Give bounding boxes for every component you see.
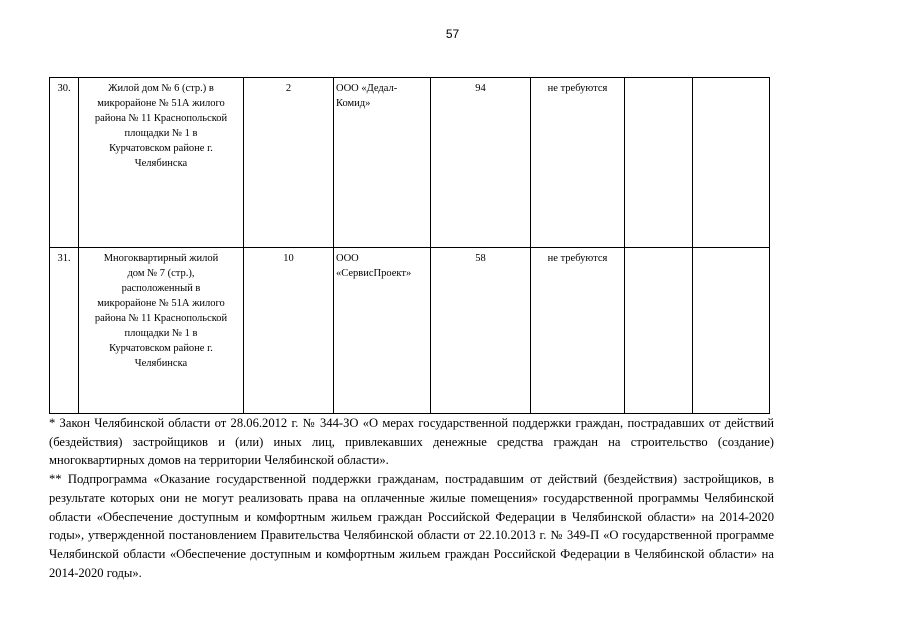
row-number: 31.: [50, 248, 79, 414]
object-name-line: площадки № 1 в: [124, 128, 198, 139]
developer-line: ООО: [336, 253, 359, 264]
page-number: 57: [445, 27, 460, 41]
table-row: [50, 248, 770, 414]
object-name-line: Курчатовском районе г.: [109, 143, 213, 154]
count-cell: 94: [431, 78, 531, 248]
object-name: [79, 248, 244, 414]
footnote-subprogram: ** Подпрограмма «Оказание государственной поддержки гражданам, пострадавшим от действий (бездействия) застройщиков, в результате которых они не могут реализовать права на оплаченные жилые помещения» государственной программы Челябинской области «Обеспечение доступным и комфортным жильем граждан Российской Федерации в Челябинской области» на 2014-2020 годы», утвержденной постановлением Правительства Челябинской области от 22.10.2013 г. № 349-П «О государственной программе Челябинской области «Обеспечение доступным и комфортным жильем граждан Российской Федерации в Челябинской области» на 2014-2020 годы».: [49, 472, 774, 580]
object-name-line: расположенный в: [121, 283, 201, 294]
count-cell: 58: [431, 248, 531, 414]
empty-cell: [625, 248, 693, 414]
object-name-line: микрорайоне № 51А жилого: [97, 98, 225, 109]
developer-line: Комид»: [336, 98, 371, 109]
quantity-cell: 2: [244, 78, 334, 248]
footnote-law: * Закон Челябинской области от 28.06.2012 г. № 344-ЗО «О мерах государственной поддержки граждан, пострадавших от действий (бездействия) застройщиков и (или) иных лиц, привлекавших денежные средства граждан на строительство (создание) многоквартирных домов на территории Челябинской области».: [49, 416, 774, 468]
object-name-line: Курчатовском районе г.: [109, 343, 213, 354]
requirement-cell: не требуются: [531, 78, 625, 248]
developer-line: «СервисПроект»: [336, 268, 412, 279]
table-row: [50, 78, 770, 248]
quantity-cell: 10: [244, 248, 334, 414]
requirement-cell: не требуются: [531, 248, 625, 414]
object-name-line: Челябинска: [134, 358, 188, 369]
footnotes: [49, 414, 774, 582]
object-name-line: Челябинска: [134, 158, 188, 169]
object-name: [79, 78, 244, 248]
empty-cell: [693, 78, 770, 248]
object-name-line: Многоквартирный жилой: [103, 253, 219, 264]
object-name-line: дом № 7 (стр.),: [127, 268, 195, 279]
object-name-line: микрорайоне № 51А жилого: [97, 298, 225, 309]
object-name-line: площадки № 1 в: [124, 328, 198, 339]
object-name-line: района № 11 Краснопольской: [94, 113, 228, 124]
object-name-line: района № 11 Краснопольской: [94, 313, 228, 324]
empty-cell: [625, 78, 693, 248]
row-number: 30.: [50, 78, 79, 248]
empty-cell: [693, 248, 770, 414]
object-name-line: Жилой дом № 6 (стр.) в: [108, 83, 214, 94]
housing-table: [49, 77, 770, 414]
developer-cell: [334, 248, 431, 414]
developer-cell: [334, 78, 431, 248]
developer-line: ООО «Дедал-: [336, 83, 398, 94]
